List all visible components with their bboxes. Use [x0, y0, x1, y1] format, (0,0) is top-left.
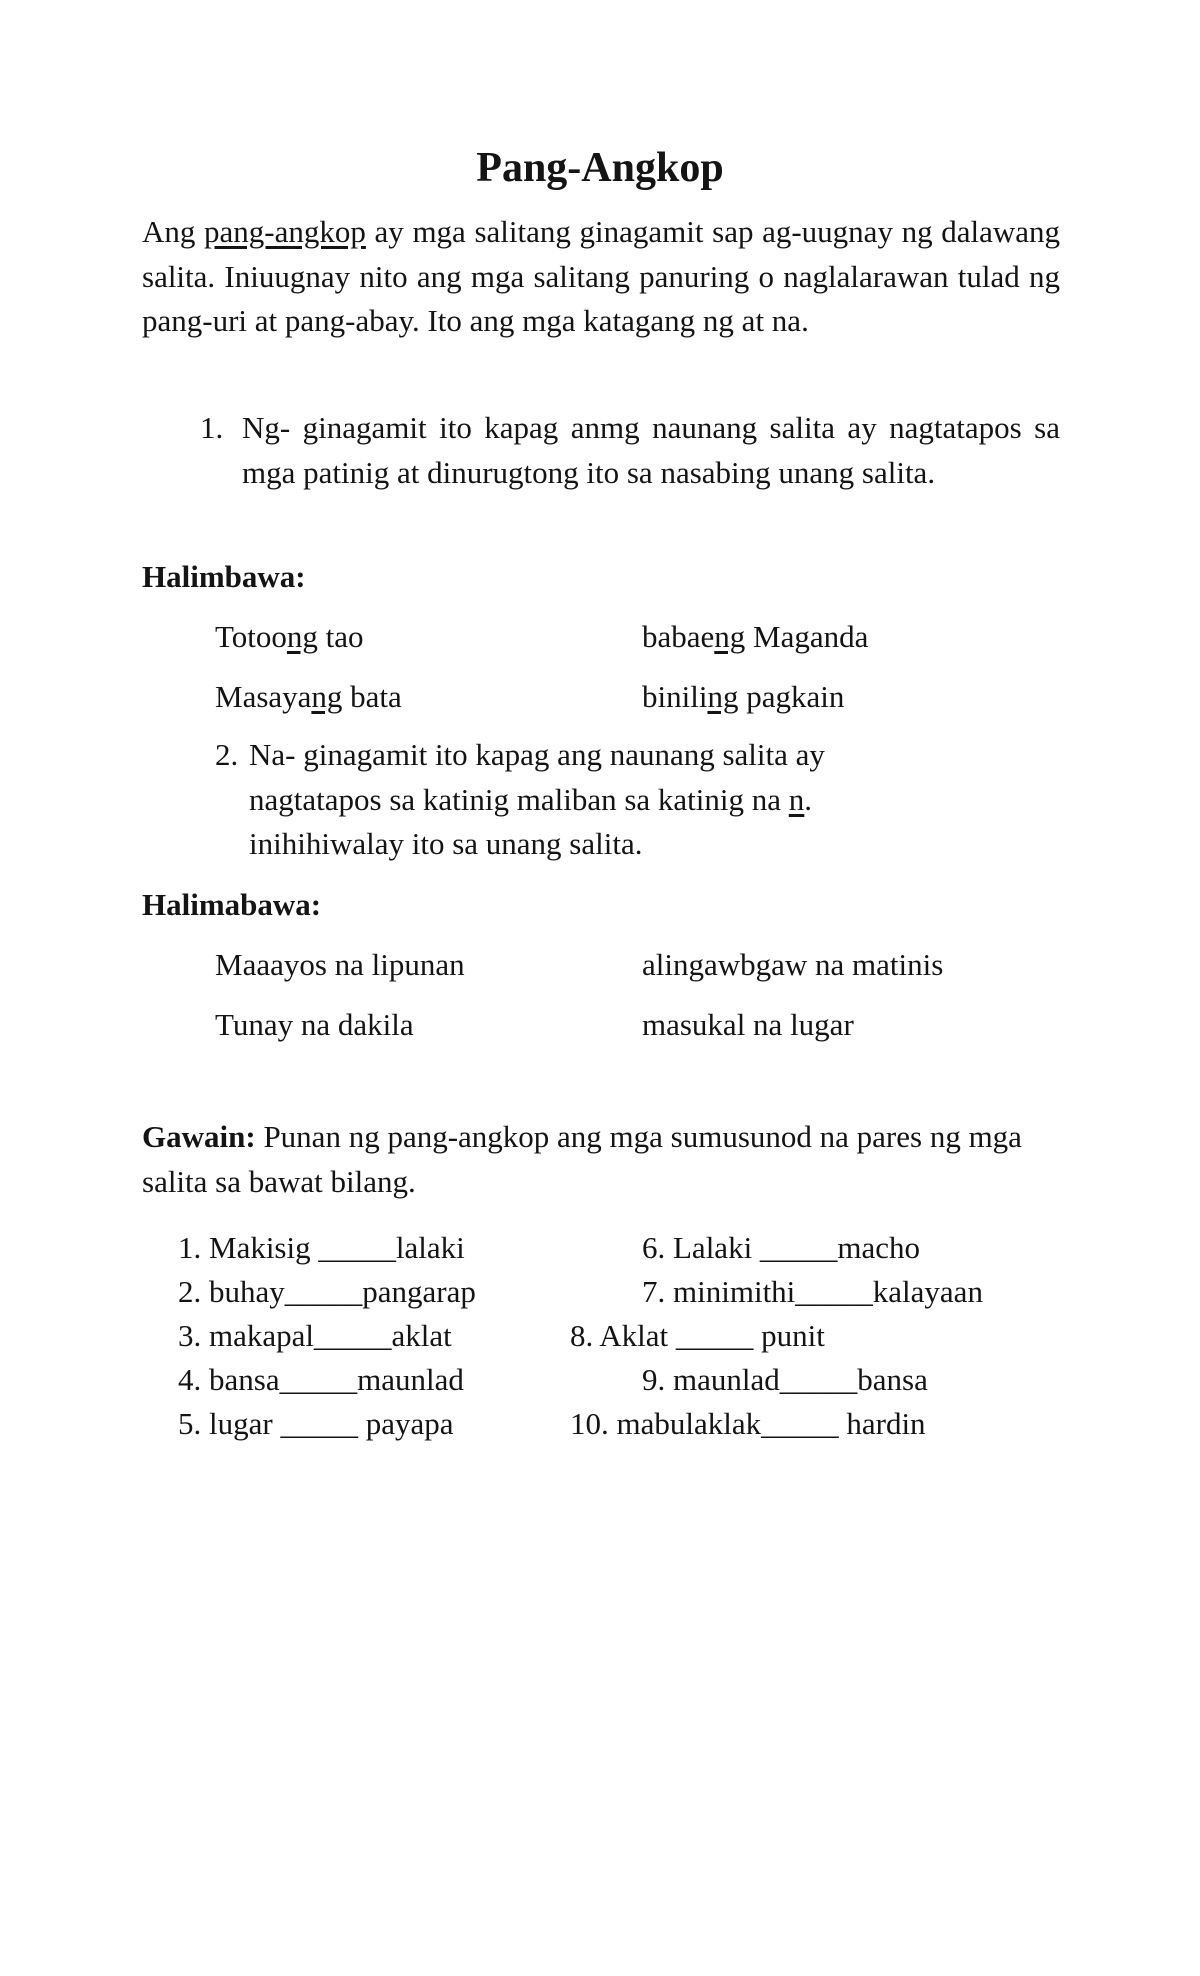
- example-item: babaeng Maganda: [642, 619, 869, 654]
- exercise-item: 1. Makisig _____lalaki: [178, 1230, 465, 1265]
- rule-1: [200, 406, 1060, 540]
- exercise-item: 9. maunlad_____bansa: [642, 1362, 928, 1397]
- example-item: biniling pagkain: [642, 679, 845, 714]
- rule-2: [215, 733, 1060, 867]
- rule-1-number: 1.: [200, 410, 224, 445]
- example-item: masukal na lugar: [642, 1007, 854, 1042]
- example-heading-2: Halimabawa:: [142, 887, 322, 922]
- page-title: Pang-Angkop: [476, 145, 724, 191]
- exercise-item: 2. buhay_____pangarap: [178, 1274, 476, 1309]
- example-item: Tunay na dakila: [215, 1007, 414, 1042]
- rule-2-text: Na- ginagamit ito kapag ang naunang salita ay nagtatapos sa katinig maliban sa katinig na n. inihihiwalay ito sa unang salita.: [249, 737, 825, 861]
- intro-text-rest: ay mga salitang ginagamit sap ag-uugnay ng dalawang salita. Iniuugnay nito ang mga salitang panuring o naglalarawan tulad ng pang-uri at pang-abay. Ito ang mga katagang ng at na.: [142, 214, 1061, 338]
- exercise-item: 5. lugar _____ payapa: [178, 1406, 454, 1441]
- example-item: alingawbgaw na matinis: [642, 947, 944, 982]
- example-item: Maaayos na lipunan: [215, 947, 465, 982]
- exercise-item: 10. mabulaklak_____ hardin: [570, 1406, 926, 1441]
- example-item: Masayang bata: [215, 679, 402, 714]
- intro-term: pang-angkop: [204, 214, 366, 249]
- exercise-item: 8. Aklat _____ punit: [570, 1318, 825, 1353]
- activity-label: Gawain:: [142, 1119, 256, 1154]
- intro-text-start: Ang: [142, 214, 205, 249]
- exercise-item: 3. makapal_____aklat: [178, 1318, 452, 1353]
- exercise-item: 4. bansa_____maunlad: [178, 1362, 464, 1397]
- exercise-item: 6. Lalaki _____macho: [642, 1230, 921, 1265]
- intro-paragraph: [142, 210, 1060, 344]
- example-heading-1: Halimbawa:: [142, 559, 306, 594]
- rule-1-text: Ng- ginagamit ito kapag anmg naunang salita ay nagtatapos sa mga patinig at dinurugtong ito sa nasabing unang salita.: [242, 410, 1060, 490]
- activity-instructions: [142, 1115, 1042, 1204]
- activity-text: Punan ng pang-angkop ang mga sumusunod na pares ng mga salita sa bawat bilang.: [142, 1119, 1022, 1199]
- rule-2-number: 2.: [215, 737, 239, 772]
- exercise-item: 7. minimithi_____kalayaan: [642, 1274, 983, 1309]
- example-item: Totoong tao: [215, 619, 364, 654]
